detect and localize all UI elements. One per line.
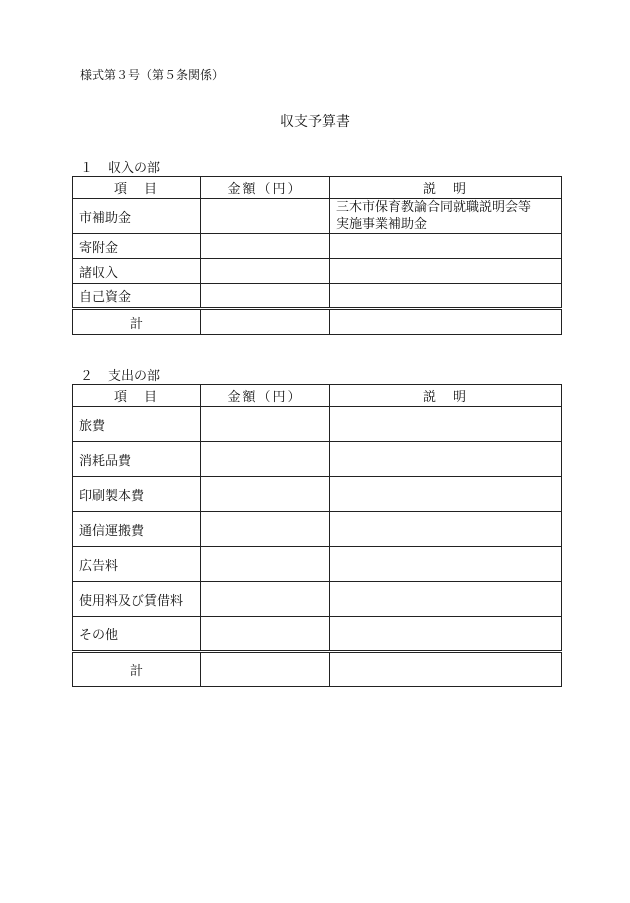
table-row: [73, 259, 562, 284]
income-table: [72, 176, 562, 335]
row-item: 印刷製本費: [73, 477, 201, 512]
expense-section-number: ２: [80, 369, 94, 384]
expense-section-heading: [80, 365, 160, 384]
income-section-heading: [80, 157, 160, 176]
row-description: [330, 617, 562, 652]
header-description: 説 明: [330, 385, 562, 407]
header-item: 項 目: [73, 177, 201, 199]
row-description: [330, 284, 562, 309]
row-item: 消耗品費: [73, 442, 201, 477]
row-item: 自己資金: [73, 284, 201, 309]
table-header-row: [73, 385, 562, 407]
row-amount: [201, 512, 330, 547]
row-amount: [201, 617, 330, 652]
income-section-number: １: [80, 161, 94, 176]
total-amount: [201, 652, 330, 687]
total-amount: [201, 309, 330, 335]
total-description: [330, 309, 562, 335]
form-number: 様式第３号（第５条関係）: [80, 68, 225, 82]
table-row: [73, 512, 562, 547]
row-item: 通信運搬費: [73, 512, 201, 547]
row-item: その他: [73, 617, 201, 652]
row-description: 三木市保育教論合同就職説明会等 実施事業補助金: [330, 199, 562, 234]
row-amount: [201, 442, 330, 477]
row-amount: [201, 477, 330, 512]
row-amount: [201, 407, 330, 442]
total-label: 計: [73, 652, 201, 687]
row-description: [330, 442, 562, 477]
row-item: 広告料: [73, 547, 201, 582]
row-item: 市補助金: [73, 199, 201, 234]
row-item: 旅費: [73, 407, 201, 442]
row-item: 使用料及び賃借料: [73, 582, 201, 617]
header-description: 説 明: [330, 177, 562, 199]
row-amount: [201, 284, 330, 309]
row-amount: [201, 582, 330, 617]
row-description: [330, 234, 562, 259]
row-item: 諸収入: [73, 259, 201, 284]
expense-section-title: 支出の部: [108, 369, 161, 384]
table-header-row: [73, 177, 562, 199]
table-row: [73, 407, 562, 442]
total-label: 計: [73, 309, 201, 335]
row-amount: [201, 259, 330, 284]
row-description: [330, 477, 562, 512]
table-row: [73, 284, 562, 309]
row-description: [330, 547, 562, 582]
total-description: [330, 652, 562, 687]
total-row: [73, 652, 562, 687]
table-row: [73, 547, 562, 582]
row-description: [330, 407, 562, 442]
header-item: 項 目: [73, 385, 201, 407]
row-item: 寄附金: [73, 234, 201, 259]
table-row: [73, 442, 562, 477]
table-row: [73, 234, 562, 259]
row-amount: [201, 199, 330, 234]
total-row: [73, 309, 562, 335]
row-description: [330, 582, 562, 617]
income-section-title: 収入の部: [108, 161, 161, 176]
row-description: [330, 512, 562, 547]
row-amount: [201, 234, 330, 259]
header-amount: 金額（円）: [201, 177, 330, 199]
expense-table: [72, 384, 562, 687]
document-title: 収支予算書: [280, 114, 350, 130]
row-description: [330, 259, 562, 284]
table-row: [73, 477, 562, 512]
row-amount: [201, 547, 330, 582]
table-row: [73, 582, 562, 617]
table-row: [73, 199, 562, 234]
header-amount: 金額（円）: [201, 385, 330, 407]
table-row: [73, 617, 562, 652]
